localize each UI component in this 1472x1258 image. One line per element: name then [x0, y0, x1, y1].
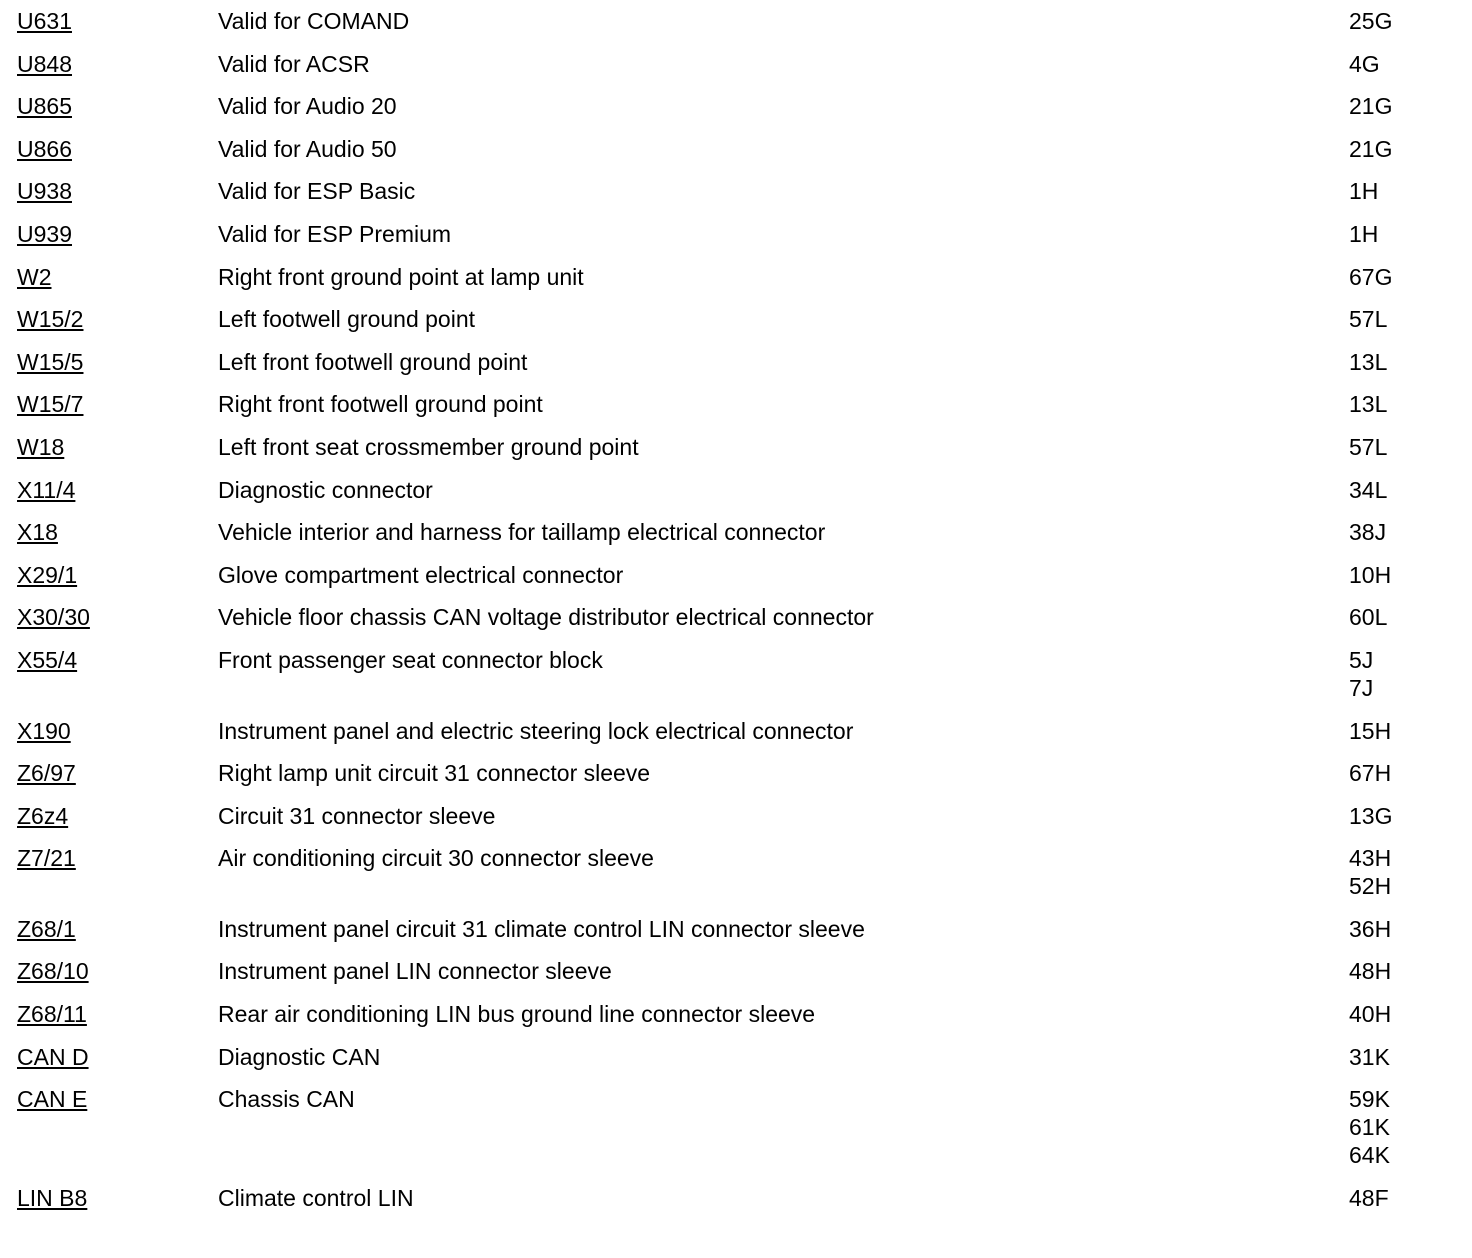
component-code-link[interactable]: Z6/97 — [17, 760, 76, 787]
grid-location-list — [1349, 802, 1392, 830]
component-code-link[interactable]: U938 — [17, 178, 72, 205]
legend-row — [17, 1085, 1457, 1184]
component-description: Valid for ESP Basic — [218, 178, 416, 205]
component-description: Valid for ACSR — [218, 50, 370, 77]
grid-location-list — [1349, 1085, 1390, 1169]
grid-location: 1H — [1349, 220, 1379, 247]
legend-row — [17, 390, 1457, 433]
legend-row — [17, 220, 1457, 263]
component-code-link[interactable]: U939 — [17, 220, 72, 247]
grid-location-list — [1349, 135, 1392, 163]
legend-row — [17, 1043, 1457, 1086]
legend-row — [17, 476, 1457, 519]
component-description: Left front seat crossmember ground point — [218, 433, 639, 460]
legend-row — [17, 92, 1457, 135]
component-description: Circuit 31 connector sleeve — [218, 802, 496, 829]
component-description: Valid for ESP Premium — [218, 220, 452, 247]
grid-location: 21G — [1349, 135, 1393, 162]
legend-row — [17, 603, 1457, 646]
component-code-link[interactable]: Z6z4 — [17, 802, 69, 829]
grid-location: 25G — [1349, 8, 1393, 34]
legend-row — [17, 759, 1457, 802]
legend-row — [17, 305, 1457, 348]
grid-location: 67H — [1349, 760, 1392, 787]
component-code-link[interactable]: Z7/21 — [17, 845, 76, 872]
grid-location-list — [1349, 759, 1391, 787]
grid-location-list — [1349, 433, 1387, 461]
component-description: Right front ground point at lamp unit — [218, 263, 584, 290]
grid-location-list — [1349, 844, 1391, 900]
component-description: Right lamp unit circuit 31 connector sleeve — [218, 760, 651, 787]
grid-location-list — [1349, 1000, 1391, 1028]
grid-location: 36H — [1349, 915, 1392, 942]
component-description: Instrument panel circuit 31 climate control LIN connector sleeve — [218, 915, 865, 942]
grid-location-list — [1349, 717, 1391, 745]
legend-row — [17, 135, 1457, 178]
grid-location-list — [1349, 476, 1387, 504]
component-code-link[interactable]: W15/2 — [17, 306, 84, 333]
component-code-link[interactable]: U865 — [17, 93, 72, 120]
grid-location-list — [1349, 603, 1387, 631]
grid-location: 38J — [1349, 519, 1387, 546]
grid-location: 60L — [1349, 604, 1388, 631]
component-code-link[interactable]: X55/4 — [17, 646, 78, 673]
grid-location: 61K — [1349, 1114, 1390, 1141]
grid-location: 52H — [1349, 873, 1392, 900]
legend-row — [17, 348, 1457, 391]
grid-location: 4G — [1349, 50, 1380, 77]
grid-location-list — [1349, 263, 1392, 291]
legend-row — [17, 433, 1457, 476]
legend-row — [17, 50, 1457, 93]
legend-row — [17, 802, 1457, 845]
grid-location: 48F — [1349, 1184, 1389, 1211]
legend-row — [17, 957, 1457, 1000]
component-description: Vehicle floor chassis CAN voltage distributor electrical connector — [218, 604, 874, 631]
grid-location: 15H — [1349, 717, 1392, 744]
component-description: Instrument panel LIN connector sleeve — [218, 958, 612, 985]
component-description: Valid for Audio 20 — [218, 93, 397, 120]
legend-row — [17, 1000, 1457, 1043]
grid-location-list — [1349, 390, 1387, 418]
legend-row — [17, 263, 1457, 306]
grid-location-list — [1349, 1184, 1389, 1212]
component-code-link[interactable]: CAN E — [17, 1086, 88, 1113]
grid-location-list — [1349, 561, 1391, 589]
component-description: Climate control LIN — [218, 1184, 414, 1211]
component-code-link[interactable]: U848 — [17, 50, 72, 77]
component-code-link[interactable]: W18 — [17, 433, 65, 460]
grid-location-list — [1349, 957, 1391, 985]
grid-location: 7J — [1349, 674, 1374, 701]
grid-location: 21G — [1349, 93, 1393, 120]
component-description: Front passenger seat connector block — [218, 646, 603, 673]
component-code-link[interactable]: W15/7 — [17, 391, 84, 418]
component-code-link[interactable]: X190 — [17, 717, 71, 744]
grid-location: 13G — [1349, 802, 1393, 829]
grid-location: 67G — [1349, 263, 1393, 290]
grid-location-list — [1349, 518, 1386, 546]
component-code-link[interactable]: X11/4 — [17, 476, 76, 503]
component-description: Right front footwell ground point — [218, 391, 543, 418]
grid-location: 40H — [1349, 1001, 1392, 1028]
component-description: Instrument panel and electric steering lock electrical connector — [218, 717, 854, 744]
grid-location: 31K — [1349, 1043, 1390, 1070]
component-code-link[interactable]: Z68/1 — [17, 915, 76, 942]
legend-row — [17, 561, 1457, 604]
grid-location: 48H — [1349, 958, 1392, 985]
legend-row — [17, 1184, 1457, 1227]
grid-location-list — [1349, 7, 1392, 35]
component-code-link[interactable]: U631 — [17, 8, 72, 34]
grid-location: 13L — [1349, 348, 1388, 375]
grid-location-list — [1349, 1043, 1390, 1071]
grid-location: 57L — [1349, 306, 1388, 333]
component-code-link[interactable]: Z68/10 — [17, 958, 89, 985]
component-description: Diagnostic CAN — [218, 1043, 381, 1070]
component-description: Chassis CAN — [218, 1086, 355, 1113]
component-code-link[interactable]: CAN D — [17, 1043, 89, 1070]
grid-location-list — [1349, 305, 1387, 333]
grid-location-list — [1349, 177, 1378, 205]
component-description: Valid for Audio 50 — [218, 135, 397, 162]
component-description: Left footwell ground point — [218, 306, 476, 333]
grid-location: 13L — [1349, 391, 1388, 418]
grid-location: 43H — [1349, 845, 1392, 872]
legend-row — [17, 7, 1457, 50]
grid-location: 1H — [1349, 178, 1379, 205]
component-code-link[interactable]: LIN B8 — [17, 1184, 88, 1211]
component-description: Diagnostic connector — [218, 476, 433, 503]
grid-location: 10H — [1349, 561, 1392, 588]
component-description: Valid for COMAND — [218, 8, 410, 34]
grid-location-list — [1349, 50, 1380, 78]
legend-row — [17, 844, 1457, 915]
grid-location-list — [1349, 915, 1391, 943]
grid-location: 5J — [1349, 646, 1374, 673]
component-description: Glove compartment electrical connector — [218, 561, 624, 588]
component-legend-table — [17, 7, 1457, 1226]
legend-row — [17, 177, 1457, 220]
grid-location: 64K — [1349, 1142, 1390, 1169]
component-code-link[interactable]: U866 — [17, 135, 72, 162]
grid-location-list — [1349, 646, 1373, 702]
legend-row — [17, 717, 1457, 760]
legend-row — [17, 518, 1457, 561]
legend-row — [17, 915, 1457, 958]
component-description: Left front footwell ground point — [218, 348, 528, 375]
component-code-link[interactable]: W2 — [17, 263, 52, 290]
grid-location-list — [1349, 348, 1387, 376]
grid-location-list — [1349, 220, 1378, 248]
grid-location: 34L — [1349, 476, 1388, 503]
legend-row — [17, 646, 1457, 717]
component-code-link[interactable]: X29/1 — [17, 561, 78, 588]
component-description: Vehicle interior and harness for taillamp electrical connector — [218, 519, 826, 546]
component-code-link[interactable]: W15/5 — [17, 348, 84, 375]
component-description: Air conditioning circuit 30 connector sleeve — [218, 845, 654, 872]
grid-location: 59K — [1349, 1086, 1390, 1113]
component-code-link[interactable]: X30/30 — [17, 604, 90, 631]
component-code-link[interactable]: Z68/11 — [17, 1001, 87, 1028]
grid-location: 57L — [1349, 433, 1388, 460]
grid-location-list — [1349, 92, 1392, 120]
component-code-link[interactable]: X18 — [17, 519, 58, 546]
component-description: Rear air conditioning LIN bus ground line connector sleeve — [218, 1001, 816, 1028]
